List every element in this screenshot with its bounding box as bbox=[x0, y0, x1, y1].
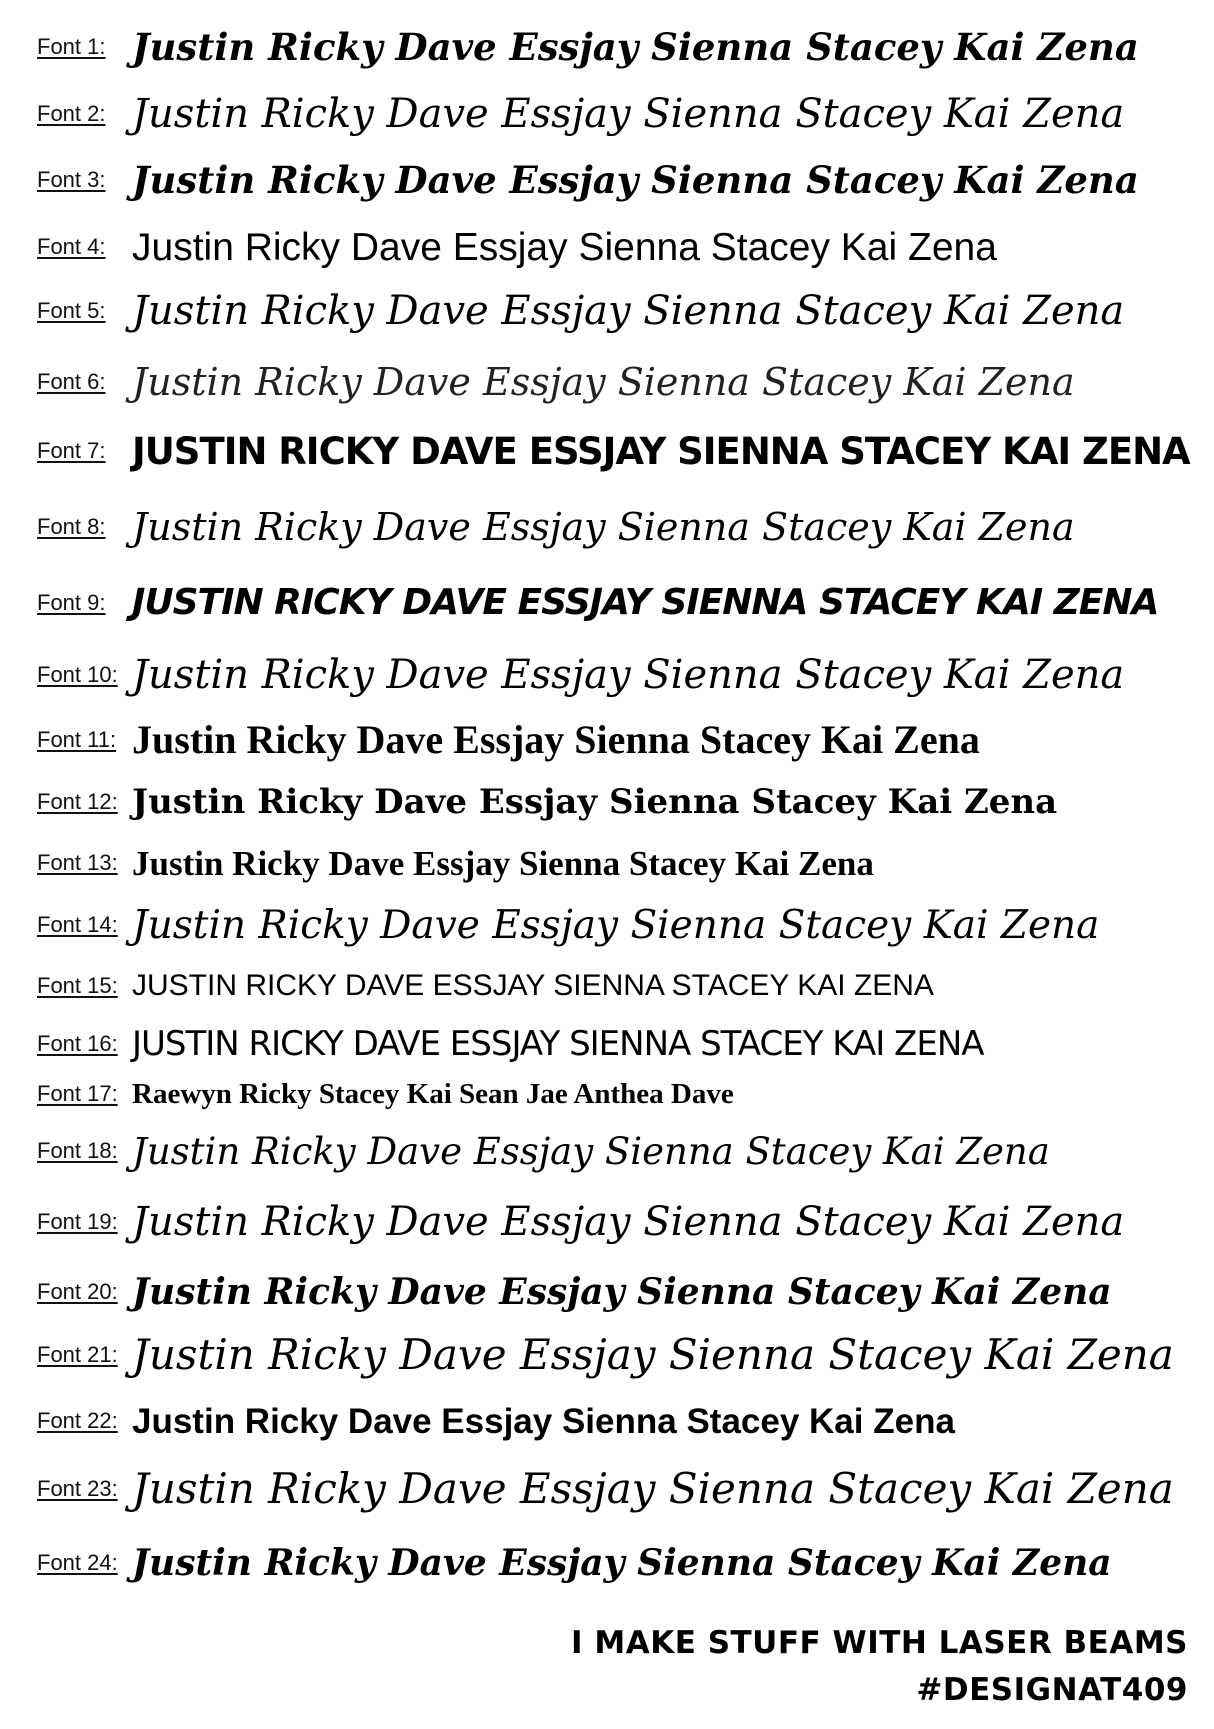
font-row-3 bbox=[0, 150, 1214, 210]
font-row-5 bbox=[0, 281, 1214, 341]
font-label: Font 9: bbox=[37, 590, 106, 615]
font-sample: Justin Ricky Dave Essjay Sienna Stacey Kai Zena bbox=[132, 157, 1139, 202]
font-label: Font 18: bbox=[37, 1138, 118, 1163]
font-label: Font 21: bbox=[37, 1342, 118, 1367]
font-sample: Justin Ricky Dave Essjay Sienna Stacey Kai Zena bbox=[132, 843, 874, 883]
font-row-21 bbox=[0, 1325, 1214, 1385]
font-row-14 bbox=[0, 895, 1214, 955]
font-label: Font 16: bbox=[37, 1031, 118, 1056]
font-row-23 bbox=[0, 1459, 1214, 1519]
footer-tagline: I MAKE STUFF WITH LASER BEAMS bbox=[571, 1625, 1188, 1661]
font-label: Font 7: bbox=[37, 438, 106, 463]
font-row-11 bbox=[0, 710, 1214, 770]
font-sample: Justin Ricky Dave Essjay Sienna Stacey Kai Zena bbox=[132, 717, 980, 762]
font-sample: Justin Ricky Dave Essjay Sienna Stacey Kai Zena bbox=[132, 1401, 955, 1441]
font-label: Font 3: bbox=[37, 167, 106, 192]
font-row-17 bbox=[0, 1064, 1214, 1124]
font-label: Font 17: bbox=[37, 1081, 118, 1106]
font-row-6 bbox=[0, 352, 1214, 412]
font-sample: JUSTIN RICKY DAVE ESSJAY SIENNA STACEY KAI ZENA bbox=[132, 429, 1190, 473]
font-row-1 bbox=[0, 17, 1214, 77]
font-sample: Justin Ricky Dave Essjay Sienna Stacey Kai Zena bbox=[132, 288, 1125, 334]
font-row-10 bbox=[0, 645, 1214, 705]
font-sample: Justin Ricky Dave Essjay Sienna Stacey Kai Zena bbox=[132, 902, 1100, 948]
font-row-24 bbox=[0, 1533, 1214, 1593]
font-label: Font 6: bbox=[37, 369, 106, 394]
font-sample: JUSTIN RICKY DAVE ESSJAY SIENNA STACEY KAI ZENA bbox=[132, 582, 1159, 623]
font-sample: Justin Ricky Dave Essjay Sienna Stacey Kai Zena bbox=[132, 1129, 1050, 1173]
font-label: Font 23: bbox=[37, 1476, 118, 1501]
font-row-4 bbox=[0, 217, 1214, 277]
font-sample: Justin Ricky Dave Essjay Sienna Stacey Kai Zena bbox=[132, 1199, 1125, 1245]
font-label: Font 13: bbox=[37, 850, 118, 875]
font-sample: Justin Ricky Dave Essjay Sienna Stacey Kai Zena bbox=[132, 24, 1139, 69]
font-row-20 bbox=[0, 1262, 1214, 1322]
font-row-7 bbox=[0, 421, 1214, 481]
font-sample: Justin Ricky Dave Essjay Sienna Stacey Kai Zena bbox=[132, 1330, 1174, 1379]
font-label: Font 15: bbox=[37, 973, 118, 998]
font-label: Font 24: bbox=[37, 1550, 118, 1575]
font-row-15 bbox=[0, 956, 1214, 1016]
font-row-12 bbox=[0, 772, 1214, 832]
font-sample: Justin Ricky Dave Essjay Sienna Stacey Kai Zena bbox=[132, 360, 1075, 404]
font-label: Font 1: bbox=[37, 34, 106, 59]
font-sample: Justin Ricky Dave Essjay Sienna Stacey Kai Zena bbox=[132, 505, 1075, 549]
font-row-19 bbox=[0, 1192, 1214, 1252]
font-row-2 bbox=[0, 84, 1214, 144]
footer-hashtag: #DESIGNAT409 bbox=[916, 1672, 1188, 1708]
font-sample: Justin Ricky Dave Essjay Sienna Stacey Kai Zena bbox=[132, 1271, 1112, 1313]
font-sample: Justin Ricky Dave Essjay Sienna Stacey Kai Zena bbox=[132, 782, 1058, 822]
font-row-18 bbox=[0, 1121, 1214, 1181]
font-label: Font 14: bbox=[37, 912, 118, 937]
font-label: Font 22: bbox=[37, 1408, 118, 1433]
font-label: Font 10: bbox=[37, 662, 118, 687]
font-row-22 bbox=[0, 1391, 1214, 1451]
font-sample: Justin Ricky Dave Essjay Sienna Stacey Kai Zena bbox=[132, 652, 1125, 698]
font-label: Font 5: bbox=[37, 298, 106, 323]
font-sample: Justin Ricky Dave Essjay Sienna Stacey Kai Zena bbox=[132, 91, 1125, 137]
font-label: Font 11: bbox=[37, 727, 117, 752]
font-label: Font 4: bbox=[37, 234, 106, 259]
font-sample: Raewyn Ricky Stacey Kai Sean Jae Anthea Dave bbox=[132, 1077, 734, 1110]
font-row-8 bbox=[0, 497, 1214, 557]
font-sample: JUSTIN RICKY DAVE ESSJAY SIENNA STACEY KAI ZENA bbox=[132, 969, 934, 1002]
font-label: Font 19: bbox=[37, 1209, 118, 1234]
font-row-13 bbox=[0, 833, 1214, 893]
font-label: Font 2: bbox=[37, 101, 106, 126]
font-label: Font 8: bbox=[37, 514, 106, 539]
font-row-9 bbox=[0, 573, 1214, 633]
font-sample: Justin Ricky Dave Essjay Sienna Stacey Kai Zena bbox=[132, 1464, 1174, 1513]
font-label: Font 20: bbox=[37, 1279, 118, 1304]
font-label: Font 12: bbox=[37, 789, 118, 814]
font-sample: Justin Ricky Dave Essjay Sienna Stacey Kai Zena bbox=[132, 1542, 1112, 1584]
font-sample: JUSTIN RICKY DAVE ESSJAY SIENNA STACEY KAI ZENA bbox=[132, 1024, 984, 1064]
font-sample: Justin Ricky Dave Essjay Sienna Stacey Kai Zena bbox=[132, 225, 997, 269]
